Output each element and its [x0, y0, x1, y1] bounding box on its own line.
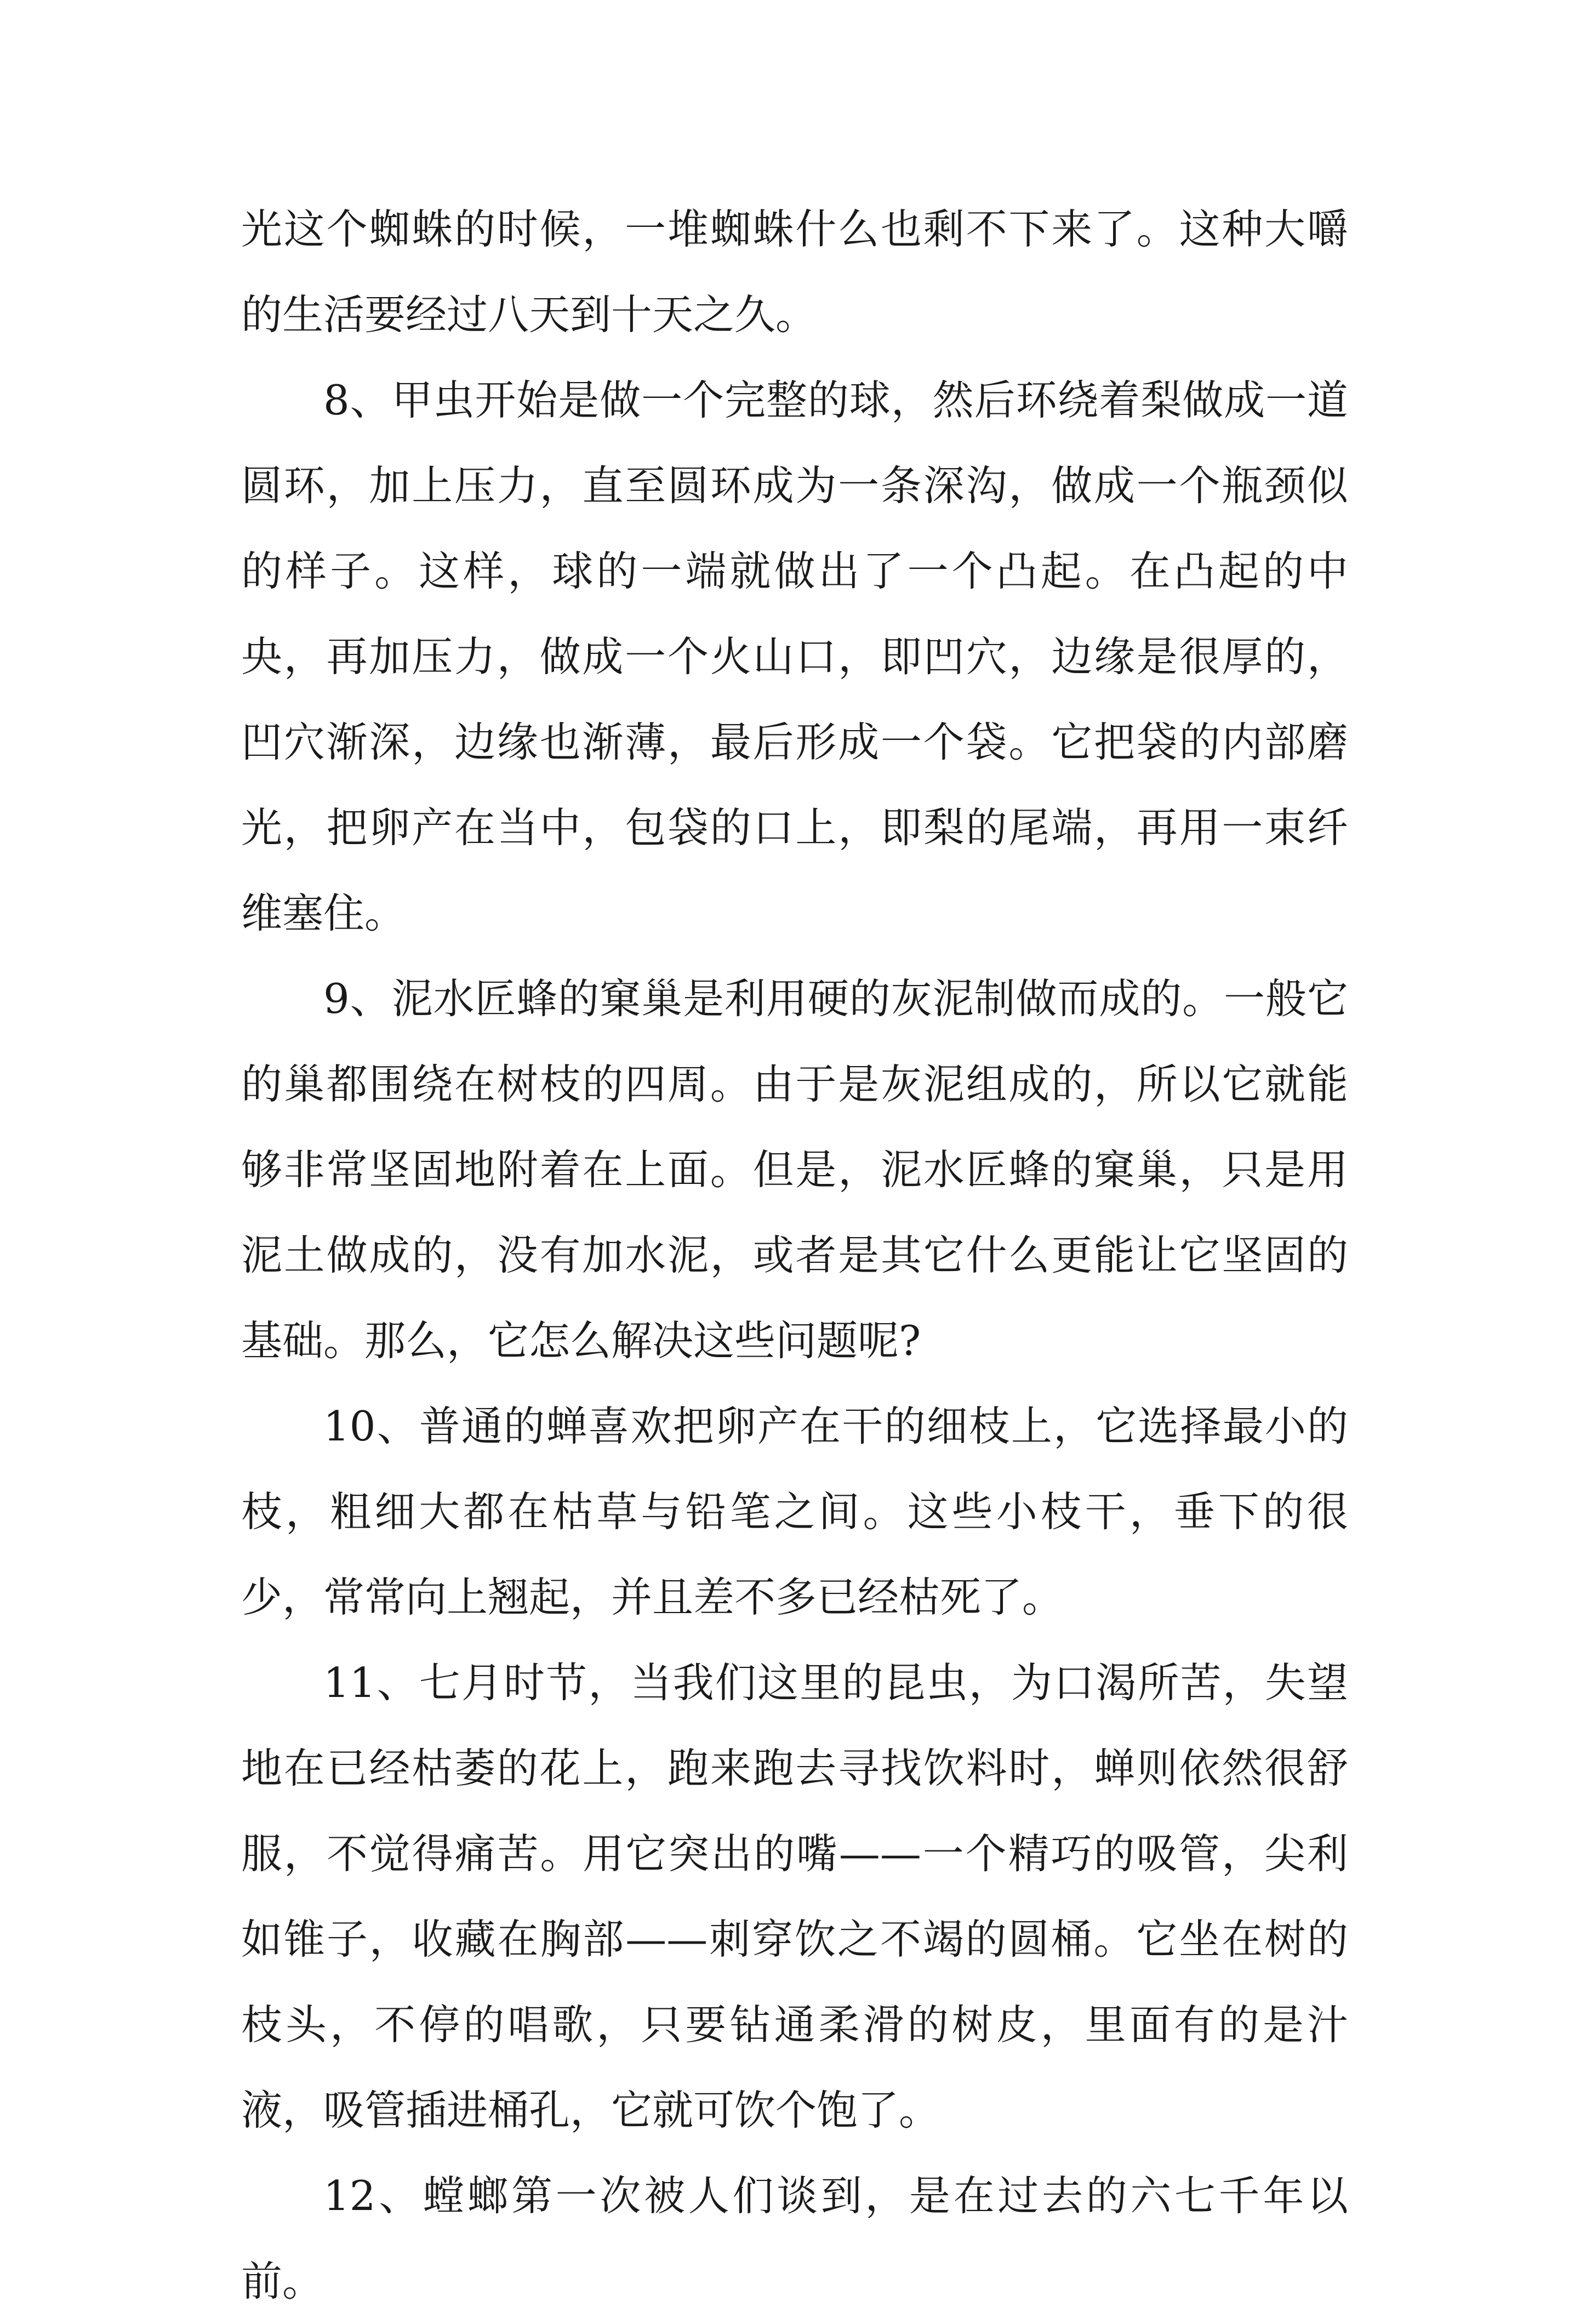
paragraph-continued: 光这个蜘蛛的时候，一堆蜘蛛什么也剩不下来了。这种大嚼的生活要经过八天到十天之久。	[241, 205, 1348, 339]
paragraph-12: 12、螳螂第一次被人们谈到，是在过去的六七千年以前。	[241, 2172, 1348, 2305]
paragraph-8: 8、甲虫开始是做一个完整的球，然后环绕着梨做成一道圆环，加上压力，直至圆环成为一条深沟，做成一个瓶颈似的样子。这样，球的一端就做出了一个凸起。在凸起的中央，再加压力，做成一个火山口，即凹穴，边缘是很厚的，凹穴渐深，边缘也渐薄，最后形成一个袋。它把袋的内部磨光，把卵产在当中，包袋的口上，即梨的尾端，再用一束纤维塞住。	[241, 376, 1348, 937]
body-text	[241, 186, 1348, 2324]
paragraph-11: 11、七月时节，当我们这里的昆虫，为口渴所苦，失望地在已经枯萎的花上，跑来跑去寻找饮料时，蝉则依然很舒服，不觉得痛苦。用它突出的嘴——一个精巧的吸管，尖利如锥子，收藏在胸部——刺穿饮之不竭的圆桶。它坐在树的枝头，不停的唱歌，只要钻通柔滑的树皮，里面有的是汁液，吸管插进桶孔，它就可饮个饱了。	[241, 1659, 1348, 2134]
paragraph-10: 10、普通的蝉喜欢把卵产在干的细枝上，它选择最小的枝，粗细大都在枯草与铅笔之间。这些小枝干，垂下的很少，常常向上翘起，并且差不多已经枯死了。	[241, 1402, 1348, 1621]
paragraph-9: 9、泥水匠蜂的窠巢是利用硬的灰泥制做而成的。一般它的巢都围绕在树枝的四周。由于是灰泥组成的，所以它就能够非常坚固地附着在上面。但是，泥水匠蜂的窠巢，只是用泥土做成的，没有加水泥，或者是其它什么更能让它坚固的基础。那么，它怎么解决这些问题呢?	[241, 975, 1348, 1365]
